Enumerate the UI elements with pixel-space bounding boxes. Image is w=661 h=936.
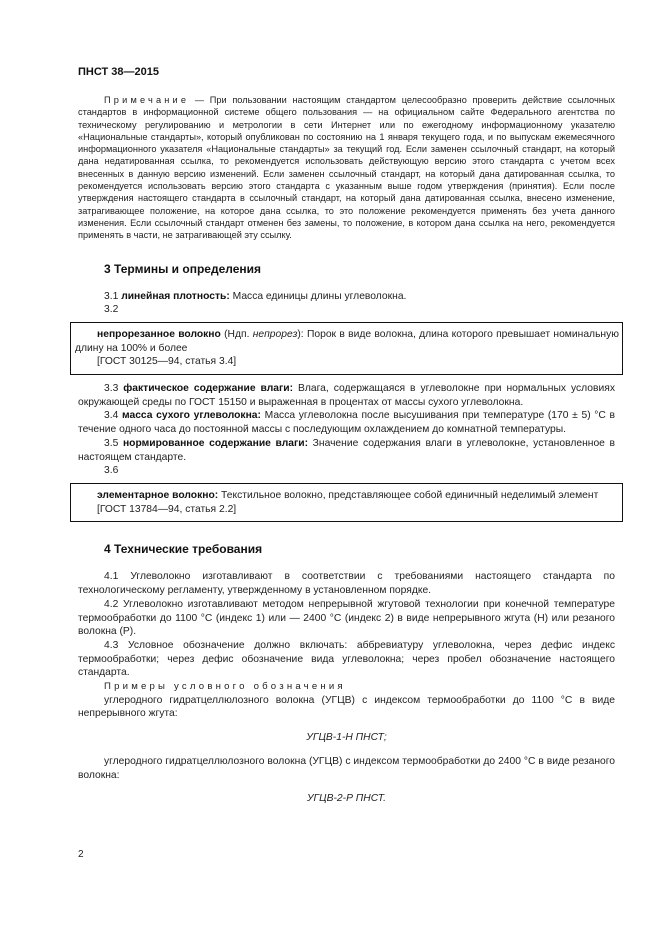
clause-4-3: 4.3 Условное обозначение должно включать: аббревиатуру углеволокна, через дефис индекс термообработки; через дефис обозначение вида углеволокна; через пробел обозначение настоящего стандарта. (78, 639, 615, 679)
note-text: — При пользовании настоящим стандартом целесообразно проверить действие ссылочных стандартов в информационной системе общего пользования — на официальном сайте Федерального агентства по техническому регулированию и метрологии в сети Интернет или по ежегодному информационному указателю «Национальные стандарты», который опубликован по состоянию на 1 января текущего года, и по выпускам ежемесячного информационного указателя «Национальные стандарты» за текущий год. Если заменен ссылочный стандарт, на который дана недатированная ссылка, то рекомендуется использовать действующую версию этого стандарта с учетом всех внесенных в данную версию изменений. Если заменен ссылочный стандарт, на который дана датированная ссылка, то рекомендуется использовать версию этого стандарта с указанным выше годом утверждения (принятия). Если после утверждения настоящего стандарта в ссылочный стандарт, на который дана датированная ссылка, внесено изменение, затрагивающее положение, на которое дана ссылка, то это положение рекомендуется применять без учета данного изменения. Если ссылочный стандарт отменен без замены, то положение, в котором дана ссылка на него, рекомендуется применять в части, не затрагивающей эту ссылку. (78, 95, 615, 241)
example-1-code: УГЦВ-1-Н ПНСТ; (306, 732, 387, 744)
term: линейная плотность: (121, 290, 230, 302)
clause-3-2: 3.2 (104, 304, 119, 316)
definition: Текстильное волокно, представляющее собой единичный неделимый элемент (218, 490, 599, 501)
clause-number: 3.3 (104, 383, 124, 395)
document-page (75, 66, 619, 816)
reference: [ГОСТ 13784—94, статья 2.2] (97, 503, 237, 515)
clause-4-2: 4.2 Углеволокно изготавливают методом непрерывной жгутовой технологии при конечной температуре термообработки до 1100 °С (индекс 1) или — 2400 °С (индекс 2) в виде непрерывного жгута (Н) или резаного волокна (Р). (78, 598, 615, 638)
definition-prefix: (Ндп. (220, 328, 253, 340)
definition: Масса единицы длины углеволокна. (229, 290, 407, 302)
clause-4-1: 4.1 Углеволокно изготавливают в соответствии с требованиями настоящего стандарта по технологическому регламенту, утвержденному в установленном порядке. (78, 571, 615, 597)
example-2-code: УГЦВ-2-Р ПНСТ. (306, 793, 387, 805)
term-3-3 (78, 382, 615, 409)
term: элементарное волокно: (97, 490, 219, 501)
note-label: Примечание (104, 95, 190, 105)
term: фактическое содержание влаги: (123, 383, 294, 395)
definition: Влага, содержащаяся в углеволокне при нормальных условиях окружающей среды по ГОСТ 15150 и выраженная в процентах от массы сухого углеволокна. (78, 383, 615, 408)
clause-3-6: 3.6 (104, 465, 119, 477)
clause-number: 3.4 (104, 410, 122, 422)
clause-number: 3.1 (104, 290, 122, 302)
reference: [ГОСТ 30125—94, статья 3.4] (97, 356, 237, 368)
term-3-4 (78, 409, 615, 436)
term: масса сухого углеволокна: (121, 410, 261, 422)
section-4-title: 4 Технические требования (104, 542, 263, 557)
term-3-1 (78, 290, 615, 304)
definition: Значение содержания влаги в углеволокне, установленное в настоящем стандарте. (78, 437, 615, 463)
document-header: ПНСТ 38—2015 (78, 66, 160, 78)
clause-number: 3.5 (104, 437, 123, 449)
term-box-3-2 (70, 322, 623, 375)
examples-label: Примеры условного обозначения (104, 681, 346, 693)
note-paragraph (78, 94, 615, 242)
page-number: 2 (78, 849, 84, 860)
term-3-5 (78, 437, 615, 464)
term-box-3-6 (70, 483, 623, 522)
example-2-text: углеродного гидратцеллюлозного волокна (УГЦВ) с индексом термообработки до 2400 °С в виде резаного волокна: (78, 755, 615, 781)
section-3-title: 3 Термины и определения (104, 261, 262, 276)
deprecated-term: непрорез (252, 328, 298, 340)
definition: ): Порок в виде волокна, длина которого превышает номинальную длину на 100% и более (75, 328, 619, 354)
term: непрорезанное волокно (97, 328, 221, 340)
example-1-text: углеродного гидратцеллюлозного волокна (УГЦВ) с индексом термообработки до 1100 °С в виде непрерывного жгута: (78, 694, 615, 720)
definition: Масса углеволокна после высушивания при температуре (170 ± 5) °С в течение одного часа до постоянной массы с последующим охлаждением до комнатной температуры. (78, 410, 615, 436)
term: нормированное содержание влаги: (122, 437, 309, 449)
